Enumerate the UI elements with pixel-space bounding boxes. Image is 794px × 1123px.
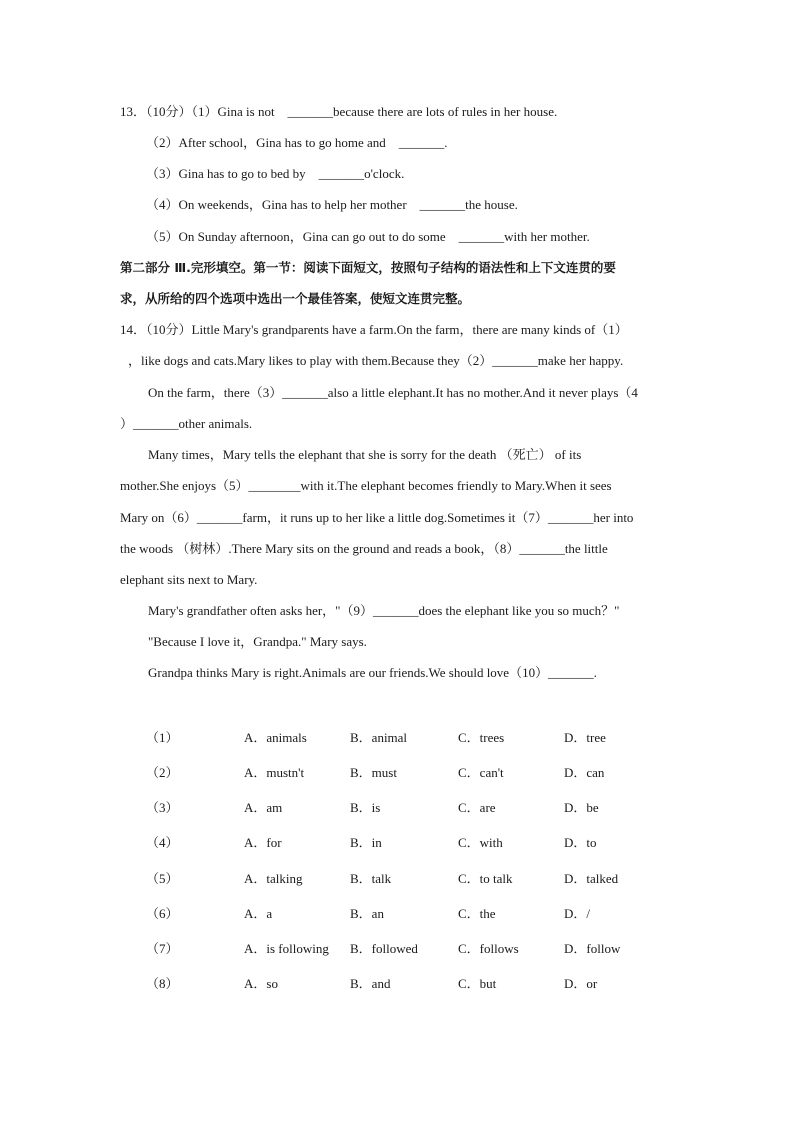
q13-line-4: （4）On weekends，Gina has to help her mother _______the house. [146, 197, 518, 212]
q14-line-9: elephant sits next to Mary. [120, 572, 258, 587]
option-d[interactable]: D．can [564, 765, 605, 780]
option-d[interactable]: D．to [564, 835, 597, 850]
q14-line-7: Mary on（6）_______farm，it runs up to her like a little dog.Sometimes it（7）_______her into [120, 510, 634, 525]
option-number: （3） [146, 800, 179, 815]
option-a[interactable]: A．am [244, 800, 283, 815]
option-c[interactable]: C．but [458, 976, 497, 991]
option-d[interactable]: D．follow [564, 941, 621, 956]
option-number: （6） [146, 906, 179, 921]
option-c[interactable]: C．the [458, 906, 496, 921]
option-a[interactable]: A．a [244, 906, 273, 921]
option-d[interactable]: D．talked [564, 871, 619, 886]
q14-line-3: On the farm，there（3）_______also a little elephant.It has no mother.And it never plays（4 [148, 385, 638, 400]
option-b[interactable]: B．is [350, 800, 381, 815]
option-d[interactable]: D．or [564, 976, 598, 991]
q14-line-2: ，like dogs and cats.Mary likes to play with them.Because they（2）_______make her happy. [128, 353, 624, 368]
option-b[interactable]: B．must [350, 765, 397, 780]
q14-line-5: Many times，Mary tells the elephant that she is sorry for the death （死亡） of its [148, 447, 582, 462]
option-d[interactable]: D．tree [564, 730, 606, 745]
option-number: （2） [146, 765, 179, 780]
q14-line-12: Grandpa thinks Mary is right.Animals are our friends.We should love（10）_______. [148, 665, 597, 680]
option-a[interactable]: A．for [244, 835, 282, 850]
section-heading-line-2: 求，从所给的四个选项中选出一个最佳答案，使短文连贯完整。 [120, 291, 471, 306]
option-b[interactable]: B．followed [350, 941, 418, 956]
q14-line-6: mother.She enjoys（5）________with it.The elephant becomes friendly to Mary.When it sees [120, 478, 612, 493]
option-c[interactable]: C．trees [458, 730, 505, 745]
section-heading-line-1: 第二部分 Ⅲ.完形填空。第一节：阅读下面短文，按照句子结构的语法性和上下文连贯的要 [120, 260, 616, 275]
option-c[interactable]: C．follows [458, 941, 519, 956]
option-b[interactable]: B．and [350, 976, 391, 991]
option-c[interactable]: C．with [458, 835, 503, 850]
option-b[interactable]: B．talk [350, 871, 392, 886]
option-a[interactable]: A．mustn't [244, 765, 305, 780]
option-c[interactable]: C．can't [458, 765, 504, 780]
q13-line-3: （3）Gina has to go to bed by _______o'clock. [146, 166, 405, 181]
q14-line-4: ）_______other animals. [120, 416, 253, 431]
option-a[interactable]: A．animals [244, 730, 307, 745]
option-number: （5） [146, 871, 179, 886]
option-d[interactable]: D．be [564, 800, 599, 815]
option-number: （4） [146, 835, 179, 850]
option-a[interactable]: A．is following [244, 941, 329, 956]
option-b[interactable]: B．animal [350, 730, 408, 745]
q13-line-1: 13．（10分）（1）Gina is not _______because there are lots of rules in her house. [120, 104, 558, 119]
option-c[interactable]: C．to talk [458, 871, 513, 886]
option-number: （1） [146, 730, 179, 745]
option-d[interactable]: D．/ [564, 906, 591, 921]
option-number: （7） [146, 941, 179, 956]
option-a[interactable]: A．so [244, 976, 278, 991]
q13-line-5: （5）On Sunday afternoon，Gina can go out to do some _______with her mother. [146, 229, 590, 244]
option-c[interactable]: C．are [458, 800, 496, 815]
q14-line-8: the woods （树林）.There Mary sits on the ground and reads a book，（8）_______the little [120, 541, 608, 556]
option-a[interactable]: A．talking [244, 871, 303, 886]
option-number: （8） [146, 976, 179, 991]
q14-line-11: "Because I love it，Grandpa." Mary says. [148, 634, 367, 649]
option-b[interactable]: B．an [350, 906, 384, 921]
q13-line-2: （2）After school，Gina has to go home and _______. [146, 135, 448, 150]
q14-line-10: Mary's grandfather often asks her，"（9）_______does the elephant like you so much？" [148, 603, 620, 618]
q14-line-1: 14．（10分）Little Mary's grandparents have a farm.On the farm，there are many kinds of（1） [120, 322, 628, 337]
option-b[interactable]: B．in [350, 835, 382, 850]
